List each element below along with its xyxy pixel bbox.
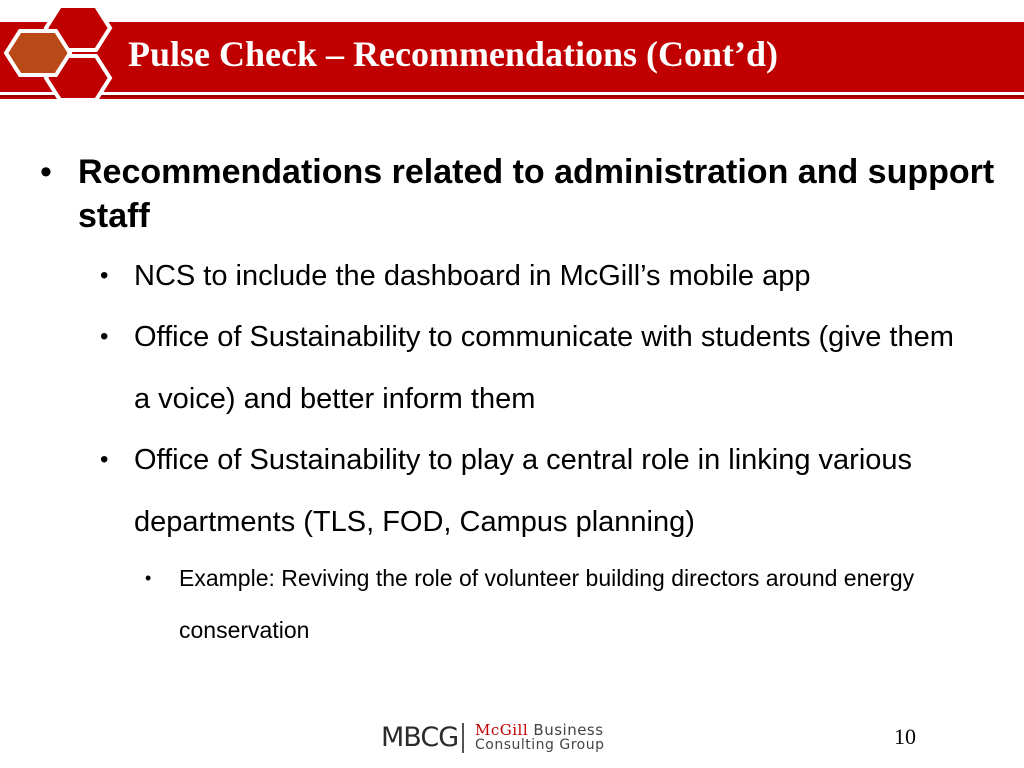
list-item	[100, 245, 954, 307]
logo-divider	[462, 723, 464, 753]
page-number: 10	[894, 724, 916, 749]
bullet-marker: •	[100, 262, 109, 289]
bullet-marker: •	[145, 568, 152, 588]
bullet-marker: •	[40, 153, 52, 191]
bullet-marker: •	[100, 323, 109, 350]
logo-mcgill: McGill	[475, 721, 529, 739]
logo-line-2: Consulting Group	[475, 737, 605, 753]
list-item-text: Office of Sustainability to play a central role in linking various departments (TLS, FOD, Campus planning)	[134, 444, 913, 538]
list-item-text: NCS to include the dashboard in McGill’s mobile app	[134, 260, 811, 292]
bullet-heading	[40, 150, 1008, 238]
bullet-heading-text: Recommendations related to administration and support staff	[78, 153, 995, 235]
hexagon-logo-icon	[0, 0, 120, 105]
logo-abbrev: MBCG	[381, 722, 459, 753]
sub-list-item-text: Example: Reviving the role of volunteer building directors around energy conservation	[179, 565, 915, 643]
logo-business: Business	[533, 721, 604, 739]
sub-list-item	[145, 552, 939, 656]
list-item	[100, 306, 954, 430]
bullet-marker: •	[100, 446, 109, 473]
hexagon-left-icon	[6, 31, 70, 75]
list-item	[100, 429, 954, 553]
list-item-text: Office of Sustainability to communicate with students (give them a voice) and better inform them	[134, 321, 954, 415]
page-title: Pulse Check – Recommendations (Cont’d)	[128, 34, 778, 74]
